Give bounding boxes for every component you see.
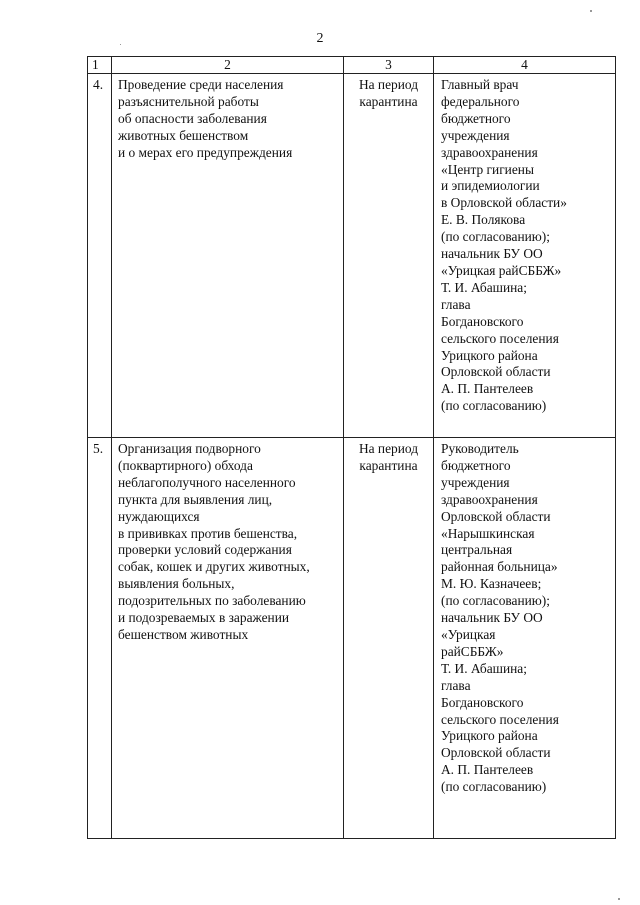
- header-col-2: 2: [112, 57, 344, 74]
- header-col-3: 3: [344, 57, 434, 74]
- row-number: 4.: [88, 74, 112, 438]
- table-row: [88, 438, 616, 839]
- responsible-persons: Главный врач федерального бюджетного учреждения здравоохранения «Центр гигиены и эпидемиологии в Орловской области» Е. В. Полякова (по согласованию); начальник БУ ОО «Урицкая райСББЖ» Т. И. Абашина; глава Богдановского сельского поселения Урицкого района Орловской области А. П. Пантелеев (по согласованию): [434, 74, 616, 438]
- page-number: 2: [316, 31, 324, 46]
- header-col-4: 4: [434, 57, 616, 74]
- responsible-persons: Руководитель бюджетного учреждения здравоохранения Орловской области «Нарышкинская центральная районная больница» М. Ю. Казначеев; (по согласованию); начальник БУ ОО «Урицкая райСББЖ» Т. И. Абашина; глава Богдановского сельского поселения Урицкого района Орловской области А. П. Пантелеев (по согласованию): [434, 438, 616, 839]
- row-number: 5.: [88, 438, 112, 839]
- measure-description: Организация подворного (поквартирного) обхода неблагополучного населенного пункта для выявления лиц, нуждающихся в прививках против бешенства, проверки условий содержания собак, кошек и других животных, выявления больных, подозрительных по заболеванию и подозреваемых в заражении бешенством животных: [112, 438, 344, 839]
- execution-period: На период карантина: [344, 74, 434, 438]
- execution-period: На период карантина: [344, 438, 434, 839]
- header-col-1: 1: [88, 57, 112, 74]
- scan-speck: [590, 10, 592, 12]
- table-header-row: [88, 57, 616, 74]
- measures-table: [87, 56, 616, 839]
- table-row: [88, 74, 616, 438]
- scan-speck: [120, 44, 121, 45]
- measure-description: Проведение среди населения разъяснительной работы об опасности заболевания животных бешенством и о мерах его предупреждения: [112, 74, 344, 438]
- scan-speck: [618, 898, 620, 900]
